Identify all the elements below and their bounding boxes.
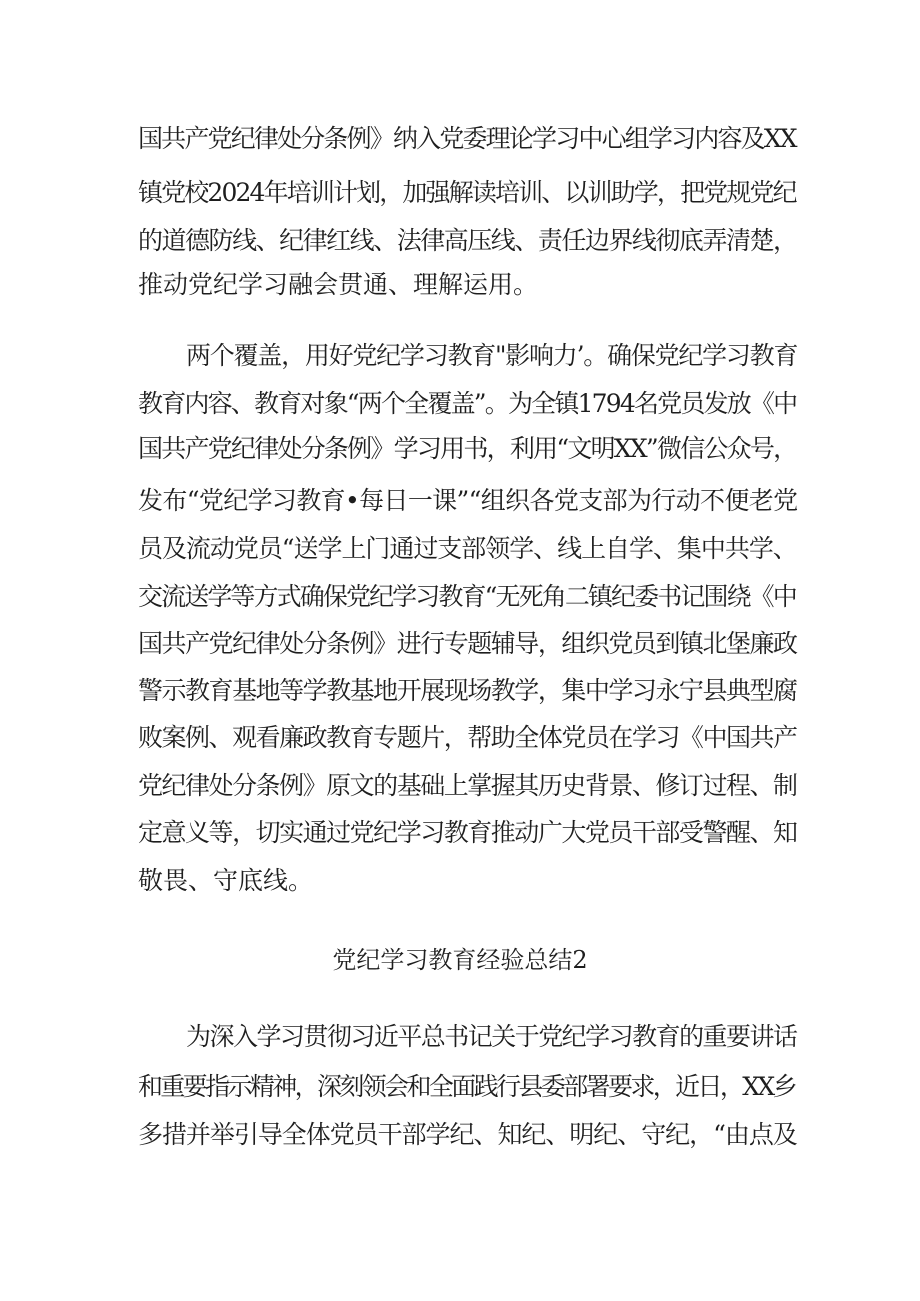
paragraph-2-line-7: 国共产党纪律处分条例》进行专题辅导，组织党员到镇北堡廉政 [138, 629, 797, 658]
section-heading: 党纪学习教育经验总结2 [332, 946, 588, 974]
paragraph-1-line-3: 的道德防线、纪律红线、法律高压线、责任边界线彻底弄清楚， [138, 226, 797, 255]
paragraph-2-line-8: 警示教育基地等学教基地开展现场教学，集中学习永宁县典型腐 [138, 676, 797, 705]
paragraph-2-line-12: 敬畏、守底线。 [138, 866, 314, 895]
paragraph-3-line-2: 和重要指示精神，深刻领会和全面践行县委部署要求，近日，XX乡 [138, 1072, 795, 1101]
paragraph-1-line-1: 国共产党纪律处分条例》纳入党委理论学习中心组学习内容及XX [138, 124, 796, 153]
paragraph-2-line-4: 发布“党纪学习教育•每日一课”“组织各党支部为行动不便老党 [138, 486, 798, 515]
paragraph-1-line-2: 镇党校2024年培训计划，加强解读培训、以训助学，把党规党纪 [138, 178, 796, 207]
paragraph-2-line-11: 定意义等，切实通过党纪学习教育推动广大党员干部受警醒、知 [138, 818, 797, 847]
paragraph-2-line-10: 党纪律处分条例》原文的基础上掌握其历史背景、修订过程、制 [138, 771, 797, 800]
paragraph-2-line-6: 交流送学等方式确保党纪学习教育“无死角二镇纪委书记围绕《中 [138, 582, 796, 611]
paragraph-2-line-3: 国共产党纪律处分条例》学习用书，利用“文明XX”微信公众号， [138, 434, 797, 463]
paragraph-3-line-1: 为深入学习贯彻习近平总书记关于党纪学习教育的重要讲话 [186, 1022, 797, 1051]
paragraph-2-line-1: 两个覆盖，用好党纪学习教育"影响力’。确保党纪学习教育 [186, 341, 798, 370]
paragraph-2-line-9: 败案例、观看廉政教育专题片，帮助全体党员在学习《中国共产 [138, 723, 797, 752]
paragraph-3-line-3: 多措并举引导全体党员干部学纪、知纪、明纪、守纪，“由点及 [138, 1120, 797, 1149]
paragraph-2-line-2: 教育内容、教育对象“两个全覆盖”。为全镇1794名党员发放《中 [138, 389, 797, 418]
paragraph-1-line-4: 推动党纪学习融会贯通、理解运用。 [138, 270, 539, 299]
paragraph-2-line-5: 员及流动党员“送学上门通过支部领学、线上自学、集中共学、 [138, 534, 797, 563]
